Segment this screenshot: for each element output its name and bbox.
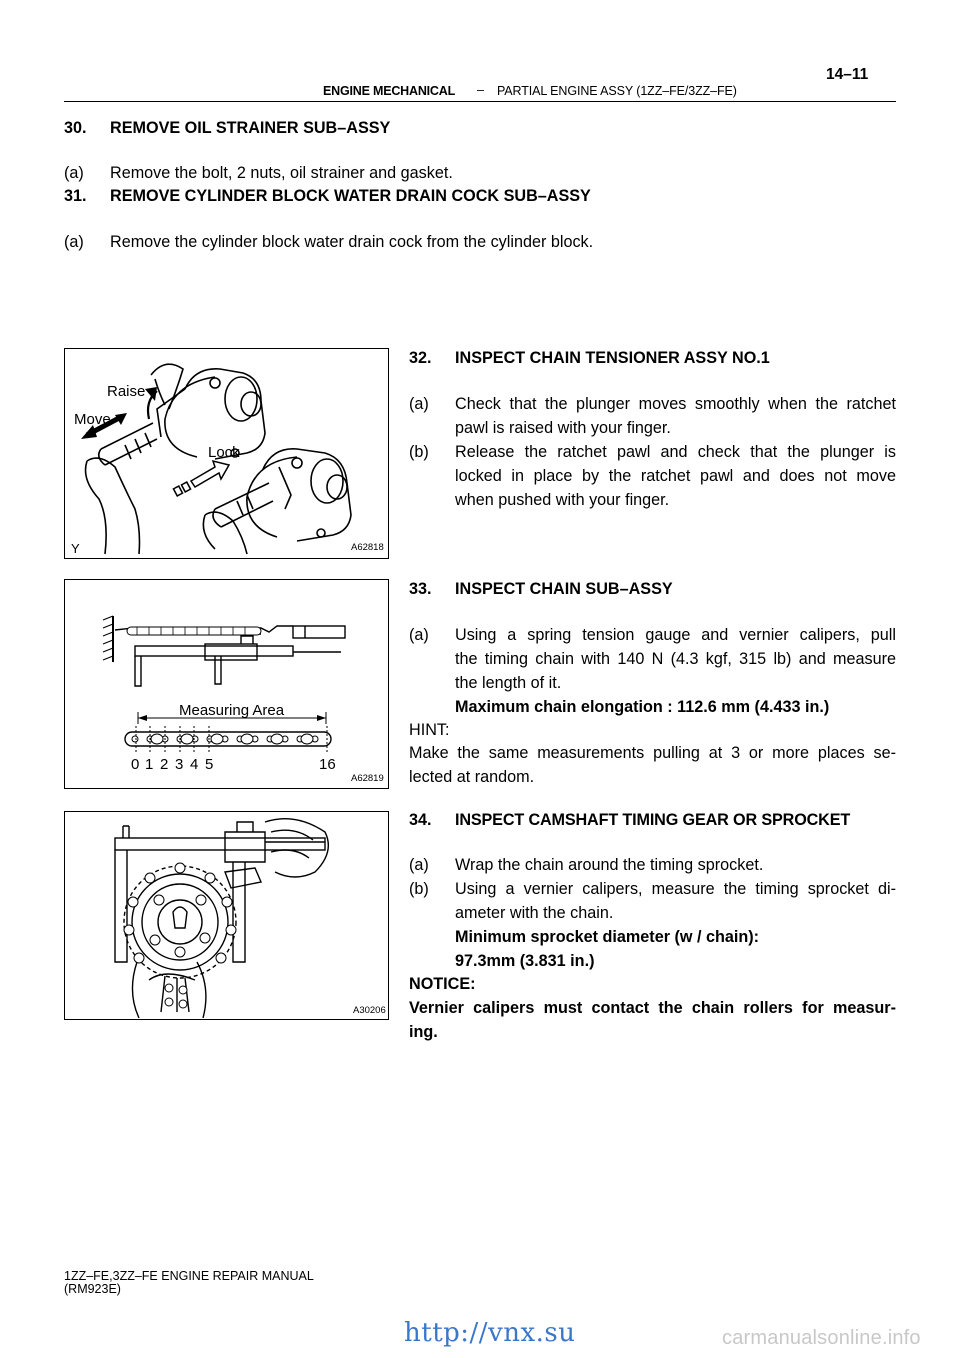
figure-id-a62819: A62819 [351,773,384,784]
page-number: 14–11 [826,66,869,83]
step-34-spec-value: 97.3mm (3.831 in.) [455,952,595,970]
step-32-a-cont: pawl is raised with your finger. [455,419,671,437]
footer-manual-title: 1ZZ–FE,3ZZ–FE ENGINE REPAIR MANUAL [64,1269,314,1283]
step-32-b-cont1: locked in place by the ratchet pawl and does not move [455,467,896,485]
step-34-notice-label: NOTICE: [409,975,476,993]
step-32-b-cont2: when pushed with your finger. [455,491,670,509]
chain-measure-illustration [65,580,388,788]
watermark-vnx[interactable]: http://vnx.su [404,1318,576,1348]
link-number-16: 16 [319,756,336,773]
label-lock: Lock [208,444,240,461]
link-number-2: 2 [160,756,169,773]
figure-chain-measure [64,579,389,789]
figure-sprocket-measure [64,811,389,1020]
figure-id-a30206: A30206 [353,1005,386,1016]
sprocket-measure-illustration [65,812,388,1019]
figure-chain-tensioner [64,348,389,559]
step-33-hint-line2: lected at random. [409,768,535,786]
tensioner-illustration [65,349,388,558]
footer-manual-code: (RM923E) [64,1282,121,1296]
header-subsection: PARTIAL ENGINE ASSY (1ZZ–FE/3ZZ–FE) [497,84,737,98]
step-33-hint-line1: Make the same measurements pulling at 3 or more places se- [409,744,896,762]
step-33-a-cont1: the timing chain with 140 N (4.3 kgf, 315 lb) and measure [455,650,896,668]
header-rule [64,101,896,102]
step-33-hint-label: HINT: [409,721,450,739]
step-34-notice-line1: Vernier calipers must contact the chain rollers for measur- [409,999,896,1017]
step-33-a-cont2: the length of it. [455,674,562,692]
link-number-0: 0 [131,756,140,773]
step-34-notice-line2: ing. [409,1023,438,1041]
label-raise: Raise [107,383,146,400]
figure-id-a62818: A62818 [351,542,384,553]
header-dash: – [477,83,484,97]
step-34-b-cont: ameter with the chain. [455,904,614,922]
step-34-spec-label: Minimum sprocket diameter (w / chain): [455,928,760,946]
label-move: Move [74,411,111,428]
link-number-1: 1 [145,756,154,773]
link-number-5: 5 [205,756,214,773]
link-number-4: 4 [190,756,199,773]
watermark-carmanuals[interactable]: carmanualsonline.info [722,1327,921,1349]
link-number-3: 3 [175,756,184,773]
figure-corner-mark: Y [71,541,80,556]
step-33-spec: Maximum chain elongation : 112.6 mm (4.433 in.) [455,698,830,716]
header-section: ENGINE MECHANICAL [323,84,456,98]
label-measuring-area: Measuring Area [179,702,285,719]
